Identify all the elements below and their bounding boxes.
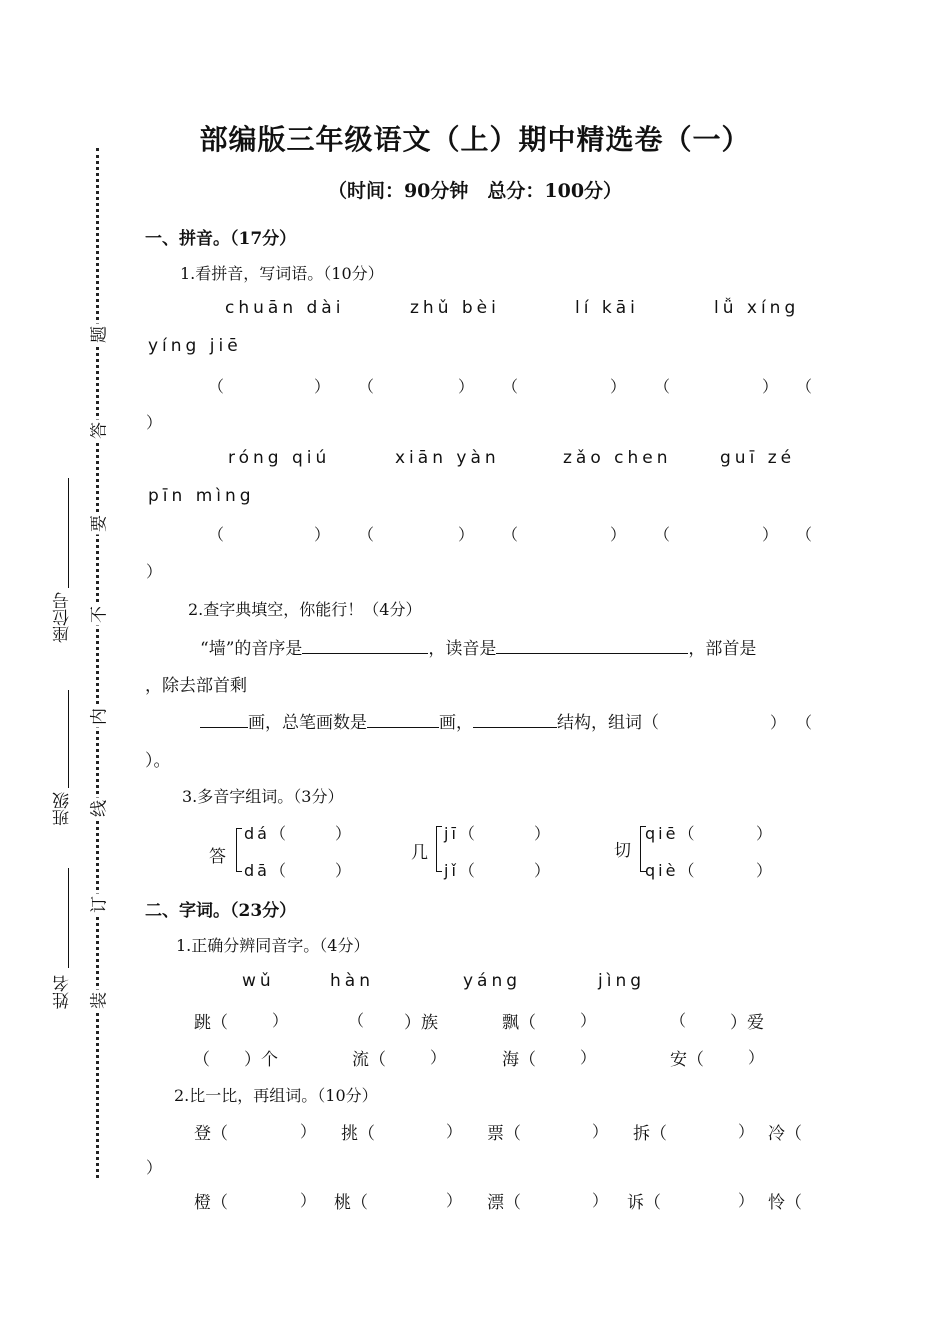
- pinyin: guī zé: [720, 448, 796, 468]
- answer-blank[interactable]: ）: [458, 525, 475, 544]
- pronunciation-blank[interactable]: [496, 637, 688, 654]
- pinyin: jìng: [598, 971, 646, 991]
- homophone-item: ）爱: [730, 1013, 764, 1033]
- answer-blank[interactable]: ）: [430, 1048, 447, 1067]
- s1q1-label: 1.看拼音，写词语。（10分）: [180, 264, 384, 283]
- homophone-item: ）个: [244, 1050, 278, 1070]
- answer-blank[interactable]: ）: [272, 1011, 289, 1030]
- pinyin: lí kāi: [575, 298, 639, 318]
- pinyin: yíng jiē: [148, 336, 242, 356]
- section1-heading: 一、拼音。（17分）: [145, 229, 297, 249]
- binding-dotted-line: [96, 148, 99, 1178]
- compare-item: 冷（: [768, 1124, 802, 1144]
- margin-word: 内: [79, 706, 116, 728]
- answer-blank[interactable]: （: [358, 525, 375, 544]
- polyphone-reading: jǐ（: [444, 861, 478, 880]
- s2q2-label: 2.比一比，再组词。（10分）: [174, 1086, 378, 1105]
- remaining-strokes-blank[interactable]: [200, 711, 248, 728]
- pinyin: zǎo chen: [563, 448, 672, 468]
- answer-blank[interactable]: ）: [314, 377, 331, 396]
- polyphone-char: 几: [411, 843, 428, 863]
- dictionary-line2: ，除去部首剩: [145, 676, 247, 696]
- homophone-item: 飘（: [502, 1013, 536, 1033]
- polyphone-reading: qiè（: [645, 861, 698, 880]
- answer-blank[interactable]: ）: [335, 824, 352, 843]
- class-blank[interactable]: [68, 690, 69, 788]
- answer-blank[interactable]: （: [208, 525, 225, 544]
- answer-blank[interactable]: ）: [534, 824, 551, 843]
- answer-blank[interactable]: （: [654, 525, 671, 544]
- brace-icon: [436, 826, 437, 872]
- answer-blank[interactable]: （: [796, 377, 813, 396]
- polyphone-reading: jī（: [444, 824, 478, 843]
- dictionary-line3: 画，总笔画数是 画， 结构，组词（: [200, 708, 659, 733]
- answer-blank[interactable]: （: [502, 525, 519, 544]
- compare-item: 诉（: [627, 1193, 661, 1213]
- polyphone-reading: dá（: [244, 824, 289, 843]
- homophone-item: 跳（: [194, 1013, 228, 1033]
- structure-blank[interactable]: [473, 711, 557, 728]
- answer-blank[interactable]: ）: [748, 1048, 765, 1067]
- margin-word: 要: [79, 513, 116, 535]
- compare-item: 挑（: [341, 1124, 375, 1144]
- answer-blank[interactable]: ）: [610, 525, 627, 544]
- phonetic-order-blank[interactable]: [302, 637, 428, 654]
- compare-item: 橙（: [194, 1193, 228, 1213]
- section2-heading: 二、字词。（23分）: [145, 901, 297, 921]
- answer-blank[interactable]: ）: [610, 377, 627, 396]
- answer-blank[interactable]: ）: [300, 1122, 317, 1141]
- answer-blank[interactable]: ）: [300, 1191, 317, 1210]
- answer-blank[interactable]: ）: [762, 377, 779, 396]
- answer-blank[interactable]: ）: [458, 377, 475, 396]
- pinyin: lǚ xíng: [714, 298, 800, 318]
- answer-blank[interactable]: ）: [592, 1122, 609, 1141]
- margin-word: 题: [79, 324, 116, 346]
- s1q3-label: 3.多音字组词。（3分）: [182, 787, 344, 806]
- dictionary-line1: “墙”的音序是 ，读音是 ，部首是: [200, 639, 757, 659]
- compare-item: 登（: [194, 1124, 228, 1144]
- pinyin: hàn: [330, 971, 374, 991]
- margin-word: 线: [79, 798, 116, 820]
- pinyin: chuān dài: [225, 298, 345, 318]
- total-strokes-blank[interactable]: [367, 711, 439, 728]
- polyphone-reading: qiē（: [645, 824, 698, 843]
- answer-blank[interactable]: ）: [314, 525, 331, 544]
- answer-blank[interactable]: （: [348, 1011, 365, 1030]
- answer-blank[interactable]: ）: [738, 1191, 755, 1210]
- homophone-item: 安（: [670, 1050, 704, 1070]
- homophone-item: ）族: [404, 1013, 438, 1033]
- polyphone-char: 答: [209, 847, 226, 867]
- homophone-item: 海（: [502, 1050, 536, 1070]
- page-subtitle: （时间：90分钟 总分：100分）: [327, 180, 623, 202]
- answer-blank[interactable]: ）: [770, 713, 787, 732]
- homophone-item: 流（: [352, 1050, 386, 1070]
- answer-blank[interactable]: ）: [335, 861, 352, 880]
- seat-blank[interactable]: [68, 478, 69, 588]
- class-label: 班级: [53, 792, 73, 826]
- s1q2-label: 2.查字典填空，你能行！（4分）: [188, 600, 422, 619]
- answer-blank[interactable]: ）: [534, 861, 551, 880]
- brace-icon: [236, 828, 237, 872]
- name-blank[interactable]: [68, 868, 69, 968]
- margin-word: 装: [79, 990, 116, 1012]
- answer-blank[interactable]: ）: [146, 413, 163, 432]
- name-label: 姓名: [53, 975, 73, 1009]
- answer-blank[interactable]: （: [358, 377, 375, 396]
- answer-blank[interactable]: ）: [446, 1122, 463, 1141]
- margin-word: 订: [79, 894, 116, 916]
- pinyin: pīn mìng: [148, 486, 255, 506]
- answer-blank[interactable]: ）: [756, 861, 773, 880]
- answer-blank[interactable]: ）: [446, 1191, 463, 1210]
- answer-blank[interactable]: ）: [592, 1191, 609, 1210]
- answer-blank[interactable]: （: [670, 1011, 687, 1030]
- s2q1-label: 1.正确分辨同音字。（4分）: [176, 936, 370, 955]
- pinyin: róng qiú: [228, 448, 331, 468]
- polyphone-reading: dā（: [244, 861, 289, 880]
- compare-item: 拆（: [633, 1124, 667, 1144]
- pinyin: xiān yàn: [395, 448, 500, 468]
- answer-blank[interactable]: （: [654, 377, 671, 396]
- answer-blank[interactable]: ）: [762, 525, 779, 544]
- answer-blank[interactable]: （: [208, 377, 225, 396]
- compare-item: 票（: [487, 1124, 521, 1144]
- answer-blank[interactable]: ）: [146, 1158, 163, 1177]
- page-title: 部编版三年级语文（上）期中精选卷（一）: [199, 123, 751, 156]
- answer-blank[interactable]: ）: [756, 824, 773, 843]
- answer-blank[interactable]: （: [796, 713, 813, 732]
- margin-word: 不: [79, 604, 116, 626]
- compare-item: 漂（: [487, 1193, 521, 1213]
- seat-label: 座位号: [53, 592, 73, 643]
- answer-blank[interactable]: ）: [580, 1048, 597, 1067]
- answer-blank[interactable]: ）: [146, 562, 163, 581]
- homophone-item: （: [193, 1050, 210, 1070]
- margin-word: 答: [79, 420, 116, 442]
- pinyin: wǔ: [242, 971, 275, 991]
- answer-blank[interactable]: ）: [580, 1011, 597, 1030]
- answer-blank[interactable]: ）: [738, 1122, 755, 1141]
- brace-icon: [640, 826, 641, 872]
- answer-blank[interactable]: （: [502, 377, 519, 396]
- compare-item: 桃（: [334, 1193, 368, 1213]
- pinyin: yáng: [463, 971, 522, 991]
- pinyin: zhǔ bèi: [410, 298, 500, 318]
- dictionary-line4: ）。: [145, 751, 171, 771]
- answer-blank[interactable]: （: [796, 525, 813, 544]
- polyphone-char: 切: [614, 841, 631, 861]
- compare-item: 怜（: [768, 1193, 802, 1213]
